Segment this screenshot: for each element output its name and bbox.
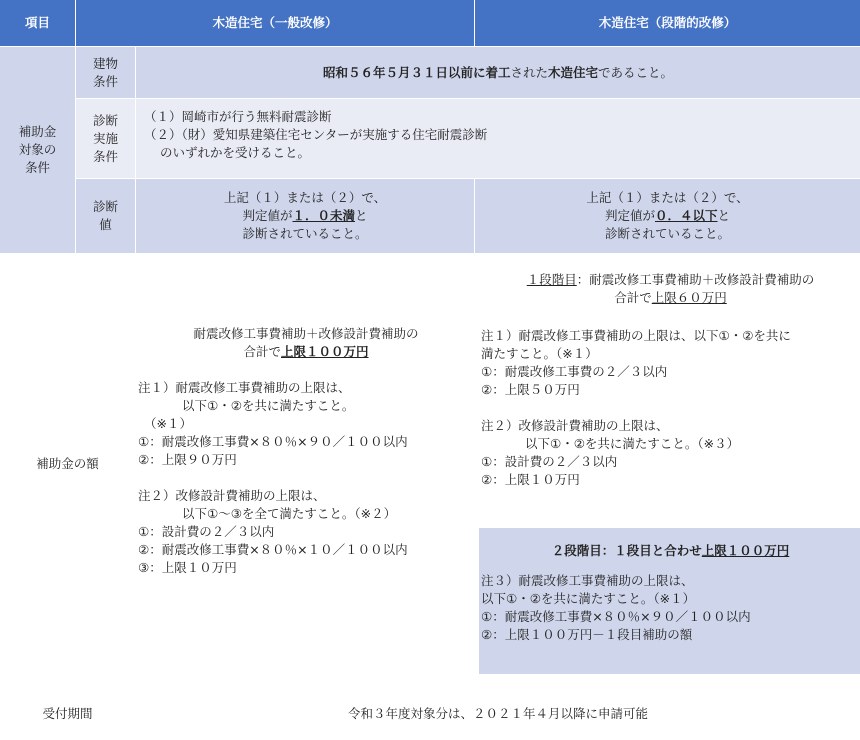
diagnosis-condition-text: （１）岡崎市が行う無料耐震診断 （２）（財）愛知県建築住宅センターが実施する住宅耐震診断 のいずれかを受けること。 bbox=[136, 99, 860, 178]
period-text: 令和３年度対象分は、２０２１年４月以降に申請可能 bbox=[347, 706, 648, 721]
diagnosis-value-label: 診断 値 bbox=[76, 179, 135, 253]
period-label: 受付期間 bbox=[42, 706, 93, 721]
conditions-group-label: 補助金 対象の 条件 bbox=[0, 47, 75, 253]
amount-staged-stage1: １段階目：耐震改修工事費補助＋改修設計費補助の 合計で上限６０万円 注１）耐震改修工事費補助の上限は、以下①・②を共に 満たすこと。（※１） ①：耐震改修工事費の２／３以内 ②：上限５０万円 注２）改修設計費補助の上限は、 以下①・②を共に満たすこと。（※３） ①：設計費の２／３以内 ②：上限１０万円 bbox=[481, 272, 815, 487]
building-condition-text: 昭和５６年５月３１日以前に着工された木造住宅であること。 bbox=[136, 47, 860, 98]
amount-general: 耐震改修工事費補助＋改修設計費補助の 合計で上限１００万円 注１）耐震改修工事費補助の上限は、 以下①・②を共に満たすこと。 （※１） ①：耐震改修工事費×８０％×９０／１００以内 ②：上限９０万円 注２）改修設計費補助の上限は、 以下①～③を全て満たすこと。（※２） ①：設計費の２／３以内 ②：耐震改修工事費×８０％×１０／１００以内 ③：上限１０万円 bbox=[138, 326, 419, 575]
header-item: 項目 bbox=[0, 0, 75, 46]
building-condition-label: 建物 条件 bbox=[76, 47, 135, 98]
diagnosis-condition-label: 診断 実施 条件 bbox=[76, 99, 135, 178]
amount-label: 補助金の額 bbox=[36, 456, 99, 471]
diagnosis-value-general: 上記（１）または（２）で、 判定値が１．０未満と 診断されていること。 bbox=[136, 179, 474, 253]
diagnosis-value-staged: 上記（１）または（２）で、 判定値が０．４以下と 診断されていること。 bbox=[475, 179, 860, 253]
header-staged: 木造住宅（段階的改修） bbox=[475, 0, 860, 46]
header-general: 木造住宅（一般改修） bbox=[76, 0, 474, 46]
amount-staged-stage2: ２段階目：１段目と合わせ上限１００万円 注３）耐震改修工事費補助の上限は、 以下①・②を共に満たすこと。（※１） ①：耐震改修工事費×８０％×９０／１００以内 ②：上限１００万円－１段目補助の額 bbox=[479, 528, 860, 674]
